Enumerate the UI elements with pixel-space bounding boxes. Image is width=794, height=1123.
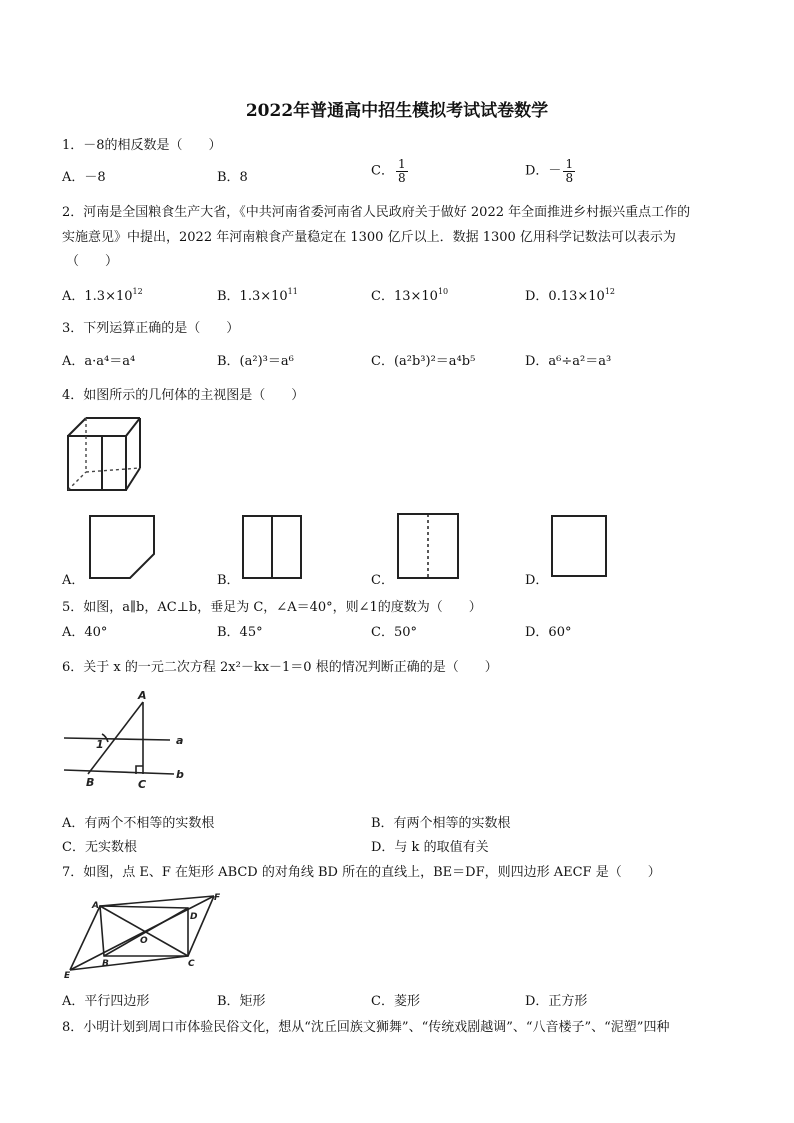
question-7-stem: 7．如图，点 E、F 在矩形 ABCD 的对角线 BD 所在的直线上，BE＝DF，则四边形 AECF 是（ ） bbox=[62, 865, 661, 880]
q4-view-c bbox=[396, 512, 462, 582]
figure-label-a-point: A bbox=[138, 689, 147, 702]
q3-option-d: D．a⁶÷a²＝a³ bbox=[525, 354, 612, 369]
q4-view-d bbox=[550, 514, 610, 580]
q4-option-b: B． bbox=[217, 573, 240, 588]
exponent: 12 bbox=[604, 287, 615, 296]
q1-option-c bbox=[371, 158, 410, 184]
q6-option-b: B．有两个相等的实数根 bbox=[371, 816, 511, 831]
figure-label-b: B bbox=[102, 959, 109, 969]
q5-option-a: A．40° bbox=[62, 625, 108, 640]
q3-option-c: C．(a²b³)²＝a⁴b⁵ bbox=[371, 354, 476, 369]
q4-view-b bbox=[241, 514, 305, 582]
q2-option-a-base: A．1.3×10 bbox=[62, 289, 133, 304]
q4-option-d: D． bbox=[525, 573, 549, 588]
figure-label-line-a: a bbox=[176, 734, 184, 747]
q1-option-a: A．－8 bbox=[62, 170, 106, 185]
q5-option-d: D．60° bbox=[525, 625, 572, 640]
fraction-numerator: 1 bbox=[565, 157, 574, 171]
q1-option-c-label: C． bbox=[371, 163, 394, 179]
figure-label-line-b: b bbox=[176, 768, 184, 781]
figure-label-angle-1: 1 bbox=[96, 738, 104, 751]
q6-option-a: A．有两个不相等的实数根 bbox=[62, 816, 215, 831]
exponent: 12 bbox=[132, 287, 143, 296]
rectangle-diagonal-figure bbox=[62, 888, 224, 980]
question-8-line-1: 8．小明计划到周口市体验民俗文化，想从“沈丘回族文狮舞”、“传统戏剧越调”、“八音楼子”、“泥塑”四种 bbox=[62, 1020, 670, 1035]
q1-option-d-label: D．－ bbox=[525, 163, 562, 179]
q1-option-d bbox=[525, 158, 577, 184]
q2-option-b-base: B．1.3×10 bbox=[217, 289, 288, 304]
figure-label-c-point: C bbox=[138, 778, 147, 791]
fraction-denominator: 8 bbox=[397, 170, 406, 185]
q4-option-c: C． bbox=[371, 573, 394, 588]
fraction bbox=[563, 158, 575, 184]
q6-option-d: D．与 k 的取值有关 bbox=[371, 840, 489, 855]
exponent: 11 bbox=[287, 287, 298, 296]
figure-label-b-point: B bbox=[86, 776, 95, 789]
question-2-line-1: 2．河南是全国粮食生产大省，《中共河南省委河南省人民政府关于做好 2022 年全面推进乡村振兴重点工作的 bbox=[62, 205, 691, 220]
q6-option-c: C．无实数根 bbox=[62, 840, 137, 855]
q5-option-c: C．50° bbox=[371, 625, 417, 640]
q2-option-a bbox=[62, 285, 143, 304]
q3-option-a: A．a·a⁴＝a⁴ bbox=[62, 354, 136, 369]
figure-label-f: F bbox=[214, 893, 221, 903]
q2-option-d-base: D．0.13×10 bbox=[525, 289, 605, 304]
q2-option-c bbox=[371, 285, 448, 304]
q7-option-c: C．菱形 bbox=[371, 994, 420, 1009]
question-2-line-2: 实施意见》中提出，2022 年河南粮食产量稳定在 1300 亿斤以上．数据 1300 亿用科学记数法可以表示为 bbox=[62, 230, 676, 245]
question-3-stem: 3．下列运算正确的是（ ） bbox=[62, 321, 240, 336]
exponent: 10 bbox=[437, 287, 449, 296]
figure-label-d: D bbox=[190, 912, 198, 922]
q7-option-a: A．平行四边形 bbox=[62, 994, 150, 1009]
q3-option-b: B．(a²)³＝a⁶ bbox=[217, 354, 294, 369]
q2-option-d bbox=[525, 285, 615, 304]
q1-option-b: B．8 bbox=[217, 170, 248, 185]
parallel-lines-figure bbox=[62, 688, 192, 796]
q5-option-b: B．45° bbox=[217, 625, 263, 640]
figure-label-o: O bbox=[140, 936, 148, 946]
question-5-stem: 5．如图，a∥b，AC⊥b，垂足为 C，∠A＝40°，则∠1的度数为（ ） bbox=[62, 600, 482, 615]
q4-view-a bbox=[88, 514, 158, 582]
question-2-line-3: （ ） bbox=[66, 254, 119, 269]
page-title: 2022年普通高中招生模拟考试试卷数学 bbox=[245, 101, 549, 121]
solid-figure bbox=[62, 412, 146, 496]
q7-option-b: B．矩形 bbox=[217, 994, 266, 1009]
q7-option-d: D．正方形 bbox=[525, 994, 588, 1009]
figure-label-a: A bbox=[92, 901, 99, 911]
fraction-numerator: 1 bbox=[397, 157, 406, 171]
q2-option-b bbox=[217, 285, 298, 304]
fraction bbox=[396, 158, 408, 184]
q2-option-c-base: C．13×10 bbox=[371, 289, 438, 304]
q4-option-a: A． bbox=[62, 573, 85, 588]
question-6-stem: 6．关于 x 的一元二次方程 2x²－kx－1＝0 根的情况判断正确的是（ ） bbox=[62, 660, 498, 675]
question-4-stem: 4．如图所示的几何体的主视图是（ ） bbox=[62, 388, 305, 403]
question-1-stem: 1．－8的相反数是（ ） bbox=[62, 138, 222, 153]
fraction-denominator: 8 bbox=[565, 170, 574, 185]
figure-label-e: E bbox=[64, 971, 71, 980]
figure-label-c: C bbox=[188, 959, 195, 969]
